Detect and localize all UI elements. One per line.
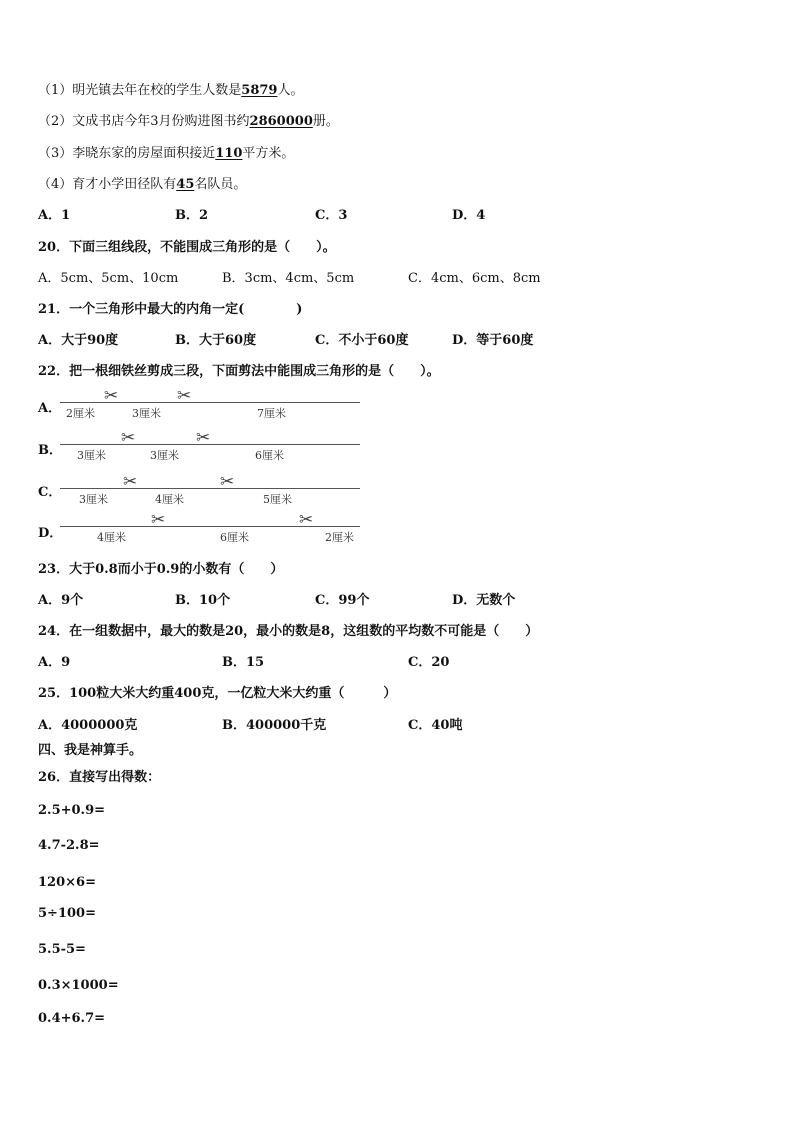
calc-item-5: 5.5-5= xyxy=(38,942,86,957)
q21-option-b[interactable]: B．大于60度 xyxy=(175,333,257,348)
calc-item-6: 0.3×1000= xyxy=(38,978,119,993)
scissors-icon: ✂ xyxy=(196,428,211,448)
q22-option-c-letter[interactable]: C． xyxy=(38,485,62,500)
segment-label: 3厘米 xyxy=(79,493,108,506)
q21-option-c[interactable]: C．不小于60度 xyxy=(315,333,409,348)
q26-stem: 26．直接写出得数： xyxy=(38,770,161,785)
q23-option-d[interactable]: D．无数个 xyxy=(452,593,516,608)
q22-option-d-diagram xyxy=(60,510,360,548)
calc-item-1: 2.5+0.9= xyxy=(38,803,106,818)
q22-option-a-letter[interactable]: A． xyxy=(38,401,62,416)
q24-option-a[interactable]: A．9 xyxy=(38,655,71,670)
q23-option-b[interactable]: B．10个 xyxy=(175,593,231,608)
segment-label: 6厘米 xyxy=(255,449,284,462)
q20-option-a[interactable]: A．5cm、5cm、10cm xyxy=(38,271,179,286)
q19-option-a[interactable]: A．1 xyxy=(38,208,71,223)
calc-item-4: 5÷100= xyxy=(38,906,96,921)
q21-stem: 21．一个三角形中最大的内角一定( ) xyxy=(38,302,303,317)
q25-stem: 25．100粒大米大约重400克，一亿粒大米大约重（ ） xyxy=(38,686,397,701)
q22-option-b-diagram xyxy=(60,428,360,466)
q24-option-b[interactable]: B．15 xyxy=(222,655,265,670)
q22-option-a-diagram xyxy=(60,386,360,424)
q24-stem: 24．在一组数据中，最大的数是20，最小的数是8，这组数的平均数不可能是（ ） xyxy=(38,624,539,639)
scissors-icon: ✂ xyxy=(220,472,235,492)
calc-item-2: 4.7-2.8= xyxy=(38,838,100,853)
scissors-icon: ✂ xyxy=(299,510,314,530)
q19-item-4: （4）育才小学田径队有45名队员。 xyxy=(38,177,247,192)
segment-label: 2厘米 xyxy=(66,407,95,420)
q19-option-d[interactable]: D．4 xyxy=(452,208,486,223)
segment-label: 7厘米 xyxy=(257,407,286,420)
segment-label: 4厘米 xyxy=(155,493,184,506)
q25-option-a[interactable]: A．4000000克 xyxy=(38,718,138,733)
q25-option-c[interactable]: C．40吨 xyxy=(408,718,463,733)
scissors-icon: ✂ xyxy=(151,510,166,530)
q22-stem: 22．把一根细铁丝剪成三段，下面剪法中能围成三角形的是（ ）。 xyxy=(38,364,440,379)
segment-label: 3厘米 xyxy=(77,449,106,462)
segment-label: 3厘米 xyxy=(132,407,161,420)
q25-option-b[interactable]: B．400000千克 xyxy=(222,718,327,733)
q22-option-c-diagram xyxy=(60,472,360,510)
segment-label: 5厘米 xyxy=(263,493,292,506)
section-heading: 四、我是神算手。 xyxy=(38,743,143,758)
q23-option-c[interactable]: C．99个 xyxy=(315,593,370,608)
q22-option-d-letter[interactable]: D． xyxy=(38,526,63,541)
calc-item-7: 0.4+6.7= xyxy=(38,1011,106,1026)
q22-option-b-letter[interactable]: B． xyxy=(38,443,62,458)
q19-item-1: （1）明光镇去年在校的学生人数是5879人。 xyxy=(38,83,304,98)
q24-option-c[interactable]: C．20 xyxy=(408,655,450,670)
scissors-icon: ✂ xyxy=(121,428,136,448)
q23-stem: 23．大于0.8而小于0.9的小数有（ ） xyxy=(38,562,284,577)
q19-item-2: （2）文成书店今年3月份购进图书约2860000册。 xyxy=(38,114,339,129)
q19-item-3: （3）李晓东家的房屋面积接近110平方米。 xyxy=(38,146,295,161)
q21-option-d[interactable]: D．等于60度 xyxy=(452,333,534,348)
calc-item-3: 120×6= xyxy=(38,875,96,890)
wire-line xyxy=(60,526,360,527)
q20-option-c[interactable]: C．4cm、6cm、8cm xyxy=(408,271,541,286)
scissors-icon: ✂ xyxy=(123,472,138,492)
q21-option-a[interactable]: A．大于90度 xyxy=(38,333,119,348)
q19-option-b[interactable]: B．2 xyxy=(175,208,209,223)
scissors-icon: ✂ xyxy=(104,386,119,406)
q19-option-c[interactable]: C．3 xyxy=(315,208,348,223)
scissors-icon: ✂ xyxy=(177,386,192,406)
segment-label: 6厘米 xyxy=(220,531,249,544)
q23-option-a[interactable]: A．9个 xyxy=(38,593,84,608)
segment-label: 3厘米 xyxy=(150,449,179,462)
segment-label: 2厘米 xyxy=(325,531,354,544)
wire-line xyxy=(60,488,360,489)
q20-option-b[interactable]: B．3cm、4cm、5cm xyxy=(222,271,355,286)
segment-label: 4厘米 xyxy=(97,531,126,544)
q20-stem: 20．下面三组线段，不能围成三角形的是（ ）。 xyxy=(38,240,336,255)
